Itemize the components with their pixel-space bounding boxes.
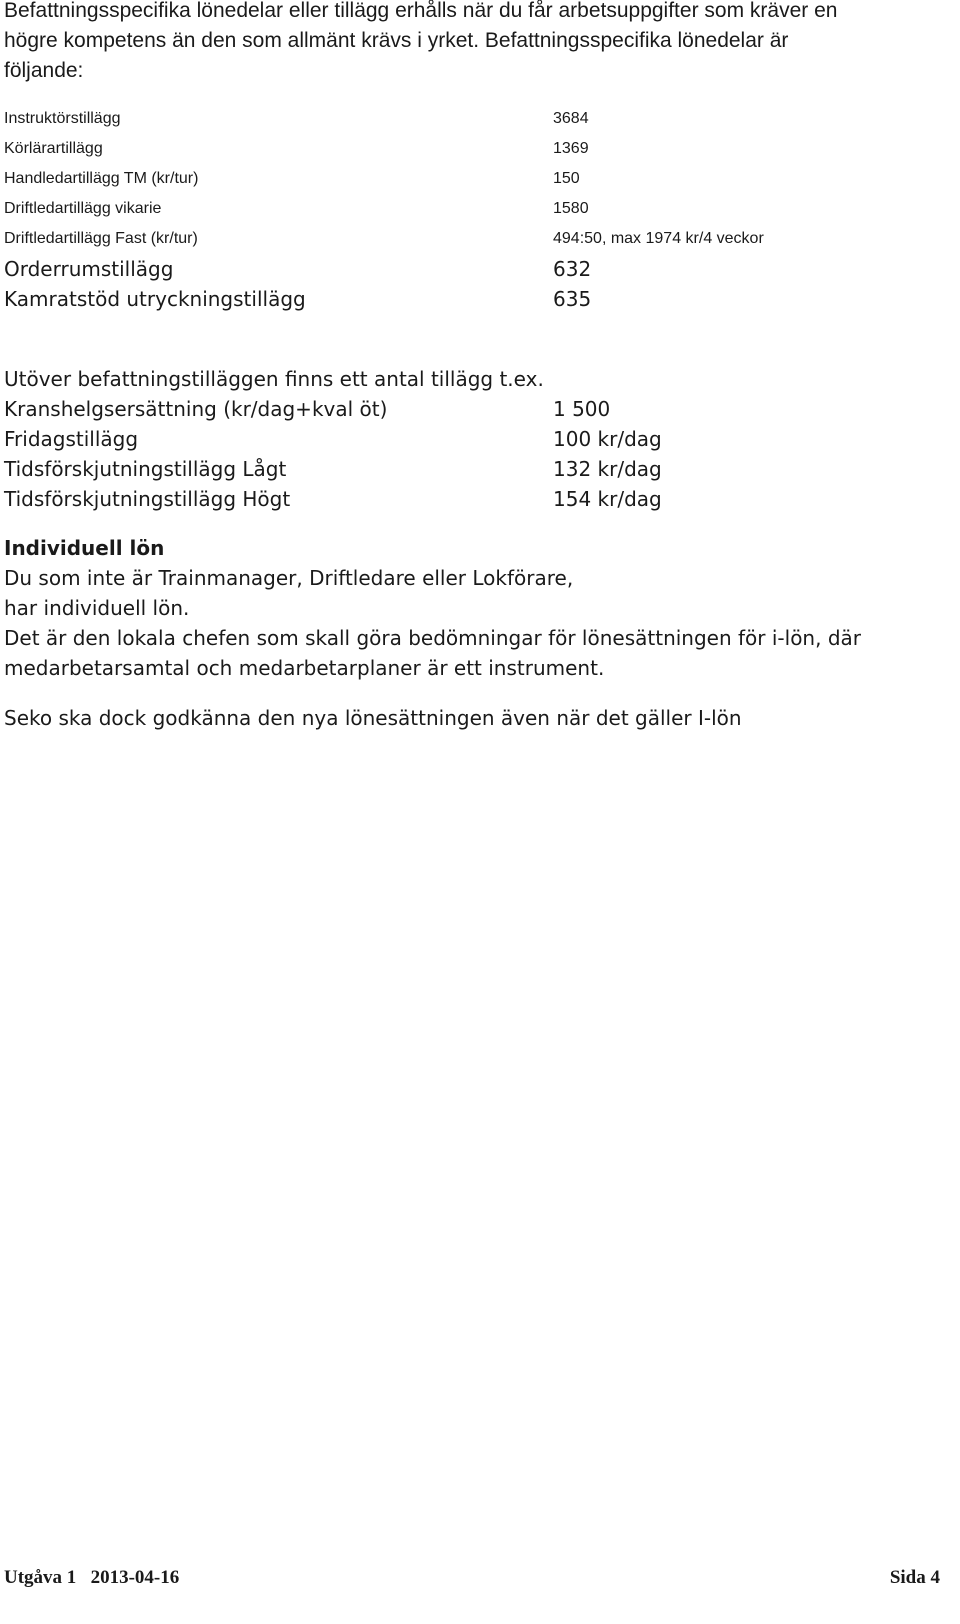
intro-line-3: följande: [4,59,84,82]
page-footer [4,1563,940,1593]
allowance-label: Körlärartillägg [4,140,103,157]
allowance-value: 1580 [553,200,589,217]
allowance-value: 3684 [553,110,589,127]
allowance-label: Kranshelgsersättning (kr/dag+kval öt) [4,397,388,421]
table-row [4,194,944,224]
table-row [4,254,944,284]
allowance-label: Driftledartillägg vikarie [4,200,162,217]
paragraph-line: medarbetarsamtal och medarbetarplaner är ett instrument. [4,656,605,680]
edition-info [4,1563,179,1593]
allowance-label: Tidsförskjutningstillägg Lågt [4,457,287,481]
paragraph-line: Du som inte är Trainmanager, Driftledare eller Lokförare, [4,566,574,590]
allowance-value: 635 [553,287,592,311]
allowance-label: Orderrumstillägg [4,257,174,281]
allowance-value: 100 kr/dag [553,427,662,451]
section-heading: Individuell lön [4,536,165,560]
paragraph-line: Det är den lokala chefen som skall göra bedömningar för lönesättningen för i-lön, där [4,626,861,650]
allowance-value: 154 kr/dag [553,487,662,511]
intro-line-2: högre kompetens än den som allmänt krävs i yrket. Befattningsspecifika lönedelar är [4,29,789,52]
table-row [4,134,944,164]
allowance-label: Handledartillägg TM (kr/tur) [4,170,199,187]
allowance-value: 132 kr/dag [553,457,662,481]
page-number: Sida 4 [889,1567,940,1588]
allowance-label: Kamratstöd utryckningstillägg [4,287,306,311]
intro-line-1: Befattningsspecifika lönedelar eller tillägg erhålls när du får arbetsuppgifter som kräver en [4,0,838,22]
table-row [4,104,944,134]
edition-label: Utgåva 1 [4,1567,77,1588]
table-row [4,454,944,484]
table-row [4,424,944,454]
allowance-label: Tidsförskjutningstillägg Högt [4,487,291,511]
table-row [4,224,944,254]
paragraph-line: har individuell lön. [4,596,190,620]
allowance-label: Instruktörstillägg [4,110,121,127]
table-row [4,484,944,514]
table-row [4,164,944,194]
allowance-value: 1 500 [553,397,611,421]
other-allowances-intro: Utöver befattningstilläggen finns ett antal tillägg t.ex. [4,367,544,391]
edition-date: 2013-04-16 [90,1567,180,1588]
table-row [4,284,944,314]
allowance-label: Driftledartillägg Fast (kr/tur) [4,230,198,247]
allowance-value: 494:50, max 1974 kr/4 veckor [553,230,764,247]
allowance-value: 1369 [553,140,589,157]
allowance-label: Fridagstillägg [4,427,139,451]
allowance-value: 632 [553,257,592,281]
paragraph-line: Seko ska dock godkänna den nya lönesättningen även när det gäller I-lön [4,706,742,730]
table-row [4,394,944,424]
allowance-value: 150 [553,170,580,187]
